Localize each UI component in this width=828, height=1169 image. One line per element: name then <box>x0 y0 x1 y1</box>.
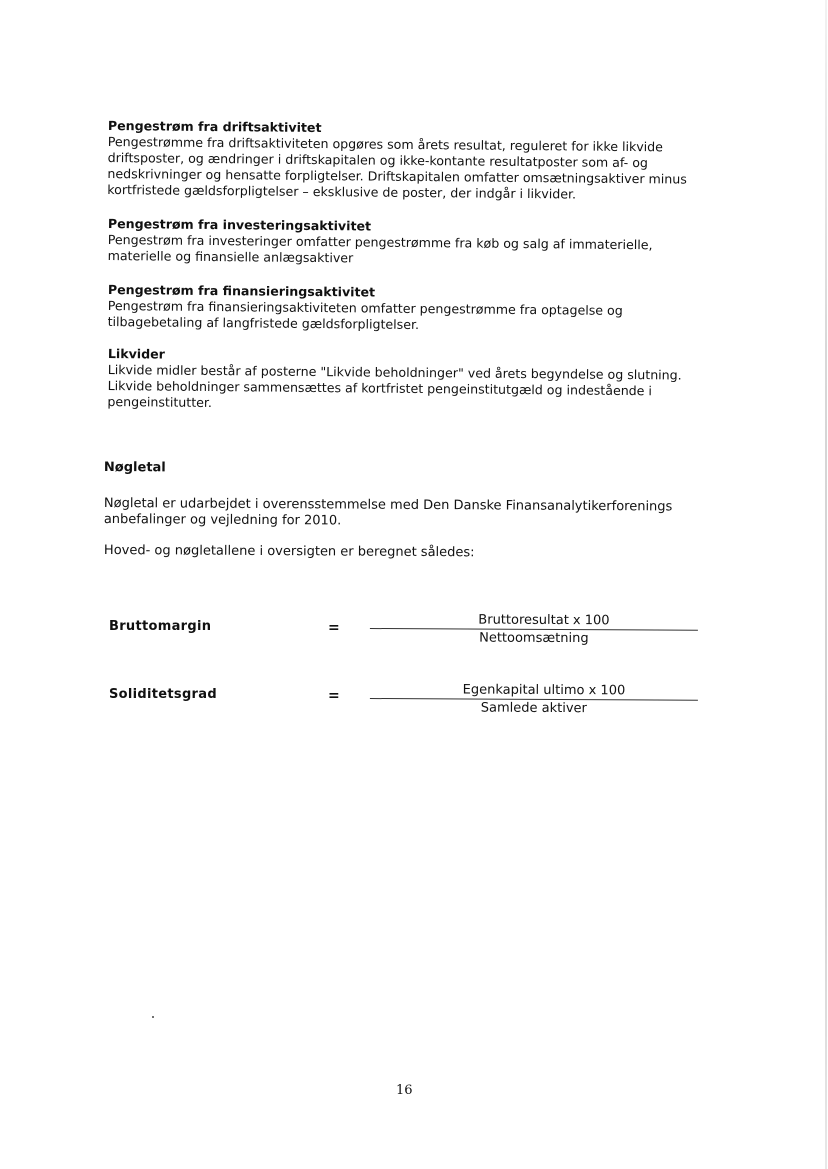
scan-edge-shadow <box>825 0 827 1169</box>
fraction-soliditetsgrad <box>370 682 698 718</box>
fraction-denominator: Samlede aktiver <box>480 700 587 717</box>
section-heading: Pengestrøm fra finansieringsaktivitet <box>107 282 376 300</box>
equals-sign: = <box>328 688 340 704</box>
page-number: 16 <box>396 1083 413 1098</box>
equals-sign: = <box>328 620 340 636</box>
noegletal-intro: Hoved- og nøgletallene i oversigten er beregnet således: <box>103 543 475 561</box>
section-text-line: pengeinstitutter. <box>107 393 213 411</box>
section-text-line: Pengestrøm fra investeringer omfatter pengestrømme fra køb og salg af immaterielle, <box>107 231 653 253</box>
fraction-numerator: Bruttoresultat x 100 <box>478 612 610 629</box>
formula-label-soliditetsgrad: Soliditetsgrad <box>109 687 217 702</box>
section-heading: Pengestrøm fra driftsaktivitet <box>107 118 322 136</box>
section-text-line: Pengestrøm fra finansieringsaktiviteten omfatter pengestrømme fra optagelse og <box>107 297 623 318</box>
section-finansieringsaktivitet <box>108 282 718 336</box>
formula-label-bruttomargin: Bruttomargin <box>109 619 212 634</box>
fraction-bruttomargin <box>370 612 698 648</box>
section-likvider <box>107 346 718 416</box>
section-heading: Likvider <box>107 346 166 362</box>
fraction-numerator: Egenkapital ultimo x 100 <box>462 682 626 699</box>
section-text-line: Likvide beholdninger sammensættes af kortfristet pengeinstitutgæld og indestående i <box>107 377 653 399</box>
section-investeringsaktivitet <box>108 216 718 270</box>
scan-speck <box>152 1016 154 1018</box>
section-text-line: Likvide midler består af posterne "Likvide beholdninger" ved årets begyndelse og slutning. <box>107 361 682 383</box>
fraction-denominator: Nettoomsætning <box>479 630 589 647</box>
paragraph-line: Nøgletal er udarbejdet i overensstemmelse med Den Danske Finansanalytikerforenings <box>103 496 673 515</box>
section-text-line: driftsposter, og ændringer i driftskapitalen og ikke-kontante resultatposter som af- og <box>107 149 649 171</box>
section-driftsaktivitet <box>107 118 718 204</box>
paragraph-line: anbefalinger og vejledning for 2010. <box>103 511 342 529</box>
noegletal-paragraph <box>104 496 673 531</box>
section-text-line: materielle og finansielle anlægsaktiver <box>107 247 354 266</box>
section-text-line: nedskrivninger og hensatte forpligtelser. Driftskapitalen omfatter omsætningsaktiver minus <box>107 165 687 187</box>
section-text-line: Pengestrømme fra driftsaktiviteten opgøres som årets resultat, reguleret for ikke likvide <box>107 133 664 155</box>
section-text-line: kortfristede gældsforpligtelser – eksklusive de poster, der indgår i likvider. <box>107 181 577 202</box>
section-heading: Pengestrøm fra investeringsaktivitet <box>107 216 372 234</box>
noegletal-heading: Nøgletal <box>103 460 166 476</box>
section-text-line: tilbagebetaling af langfristede gældsforpligtelser. <box>107 313 420 332</box>
